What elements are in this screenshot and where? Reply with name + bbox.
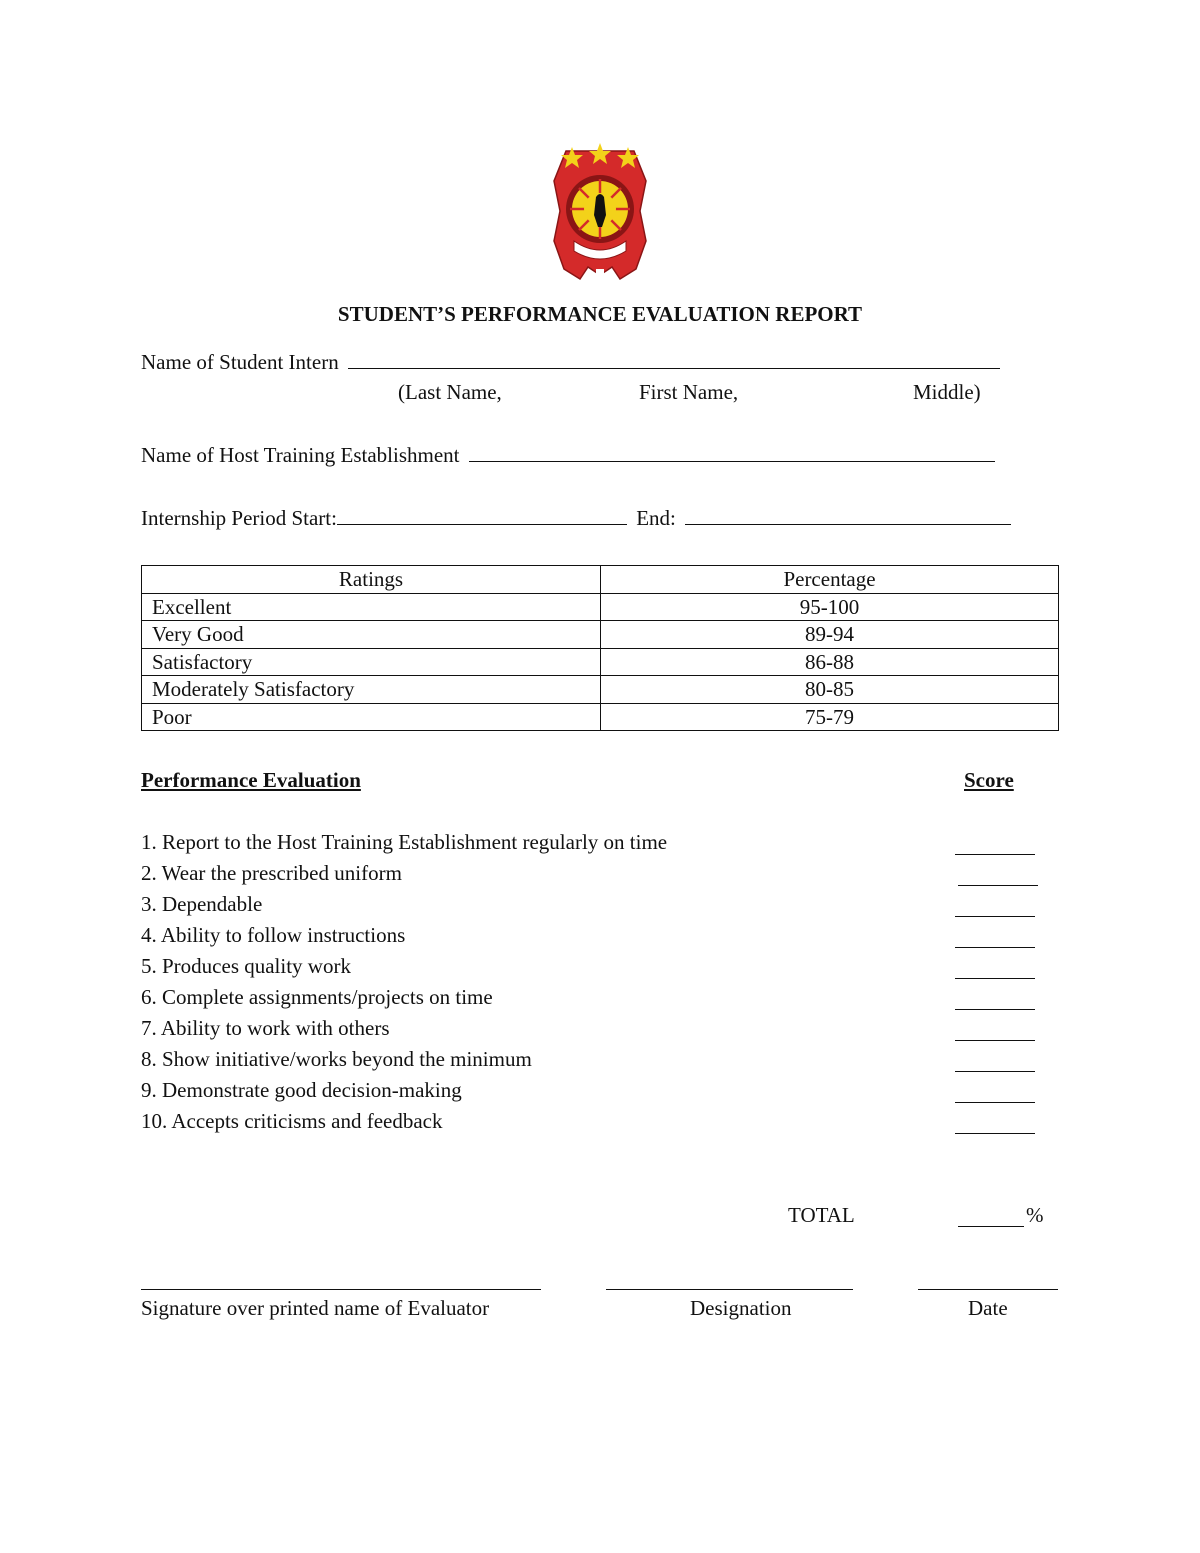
list-item: 6. Complete assignments/projects on time bbox=[141, 985, 493, 1009]
score-field[interactable] bbox=[955, 1009, 1035, 1010]
designation-line[interactable] bbox=[606, 1289, 853, 1290]
period-end-label: End: bbox=[636, 506, 676, 530]
total-percent-sign: % bbox=[1026, 1203, 1044, 1227]
rating-cell: Excellent bbox=[142, 593, 601, 621]
table-row bbox=[142, 703, 1059, 731]
header-ratings: Ratings bbox=[142, 566, 601, 594]
table-row bbox=[142, 593, 1059, 621]
percentage-cell: 89-94 bbox=[601, 621, 1059, 649]
percentage-cell: 80-85 bbox=[601, 676, 1059, 704]
total-field[interactable] bbox=[958, 1226, 1024, 1227]
score-field[interactable] bbox=[958, 885, 1038, 886]
table-header-row bbox=[142, 566, 1059, 594]
score-field[interactable] bbox=[955, 1040, 1035, 1041]
score-field[interactable] bbox=[955, 1133, 1035, 1134]
total-label: TOTAL bbox=[788, 1203, 855, 1227]
percentage-cell: 86-88 bbox=[601, 648, 1059, 676]
host-field[interactable] bbox=[469, 443, 995, 462]
list-item: 1. Report to the Host Training Establishment regularly on time bbox=[141, 830, 668, 854]
score-field[interactable] bbox=[955, 1102, 1035, 1103]
score-field[interactable] bbox=[955, 947, 1035, 948]
score-field[interactable] bbox=[955, 916, 1035, 917]
list-item: 9. Demonstrate good decision-making bbox=[141, 1078, 462, 1102]
list-item: 4. Ability to follow instructions bbox=[141, 923, 406, 947]
list-item: 7. Ability to work with others bbox=[141, 1016, 390, 1040]
designation-caption: Designation bbox=[690, 1296, 792, 1320]
percentage-cell: 95-100 bbox=[601, 593, 1059, 621]
score-field[interactable] bbox=[955, 1071, 1035, 1072]
score-field[interactable] bbox=[955, 978, 1035, 979]
list-item: 5. Produces quality work bbox=[141, 954, 351, 978]
host-row bbox=[141, 443, 995, 468]
period-start-field[interactable] bbox=[337, 506, 627, 525]
rating-cell: Satisfactory bbox=[142, 648, 601, 676]
score-heading: Score bbox=[964, 768, 1014, 792]
table-row bbox=[142, 621, 1059, 649]
ratings-table bbox=[141, 565, 1059, 731]
evaluation-heading: Performance Evaluation bbox=[141, 768, 361, 792]
host-label: Name of Host Training Establishment bbox=[141, 443, 460, 467]
percentage-cell: 75-79 bbox=[601, 703, 1059, 731]
table-row bbox=[142, 648, 1059, 676]
date-caption: Date bbox=[968, 1296, 1008, 1320]
period-end-field[interactable] bbox=[685, 506, 1011, 525]
date-line[interactable] bbox=[918, 1289, 1058, 1290]
page-title: STUDENT’S PERFORMANCE EVALUATION REPORT bbox=[337, 302, 863, 326]
first-name-caption: First Name, bbox=[639, 380, 739, 404]
last-name-caption: (Last Name, bbox=[398, 380, 502, 404]
rating-cell: Very Good bbox=[142, 621, 601, 649]
list-item: 8. Show initiative/works beyond the minimum bbox=[141, 1047, 532, 1071]
seal-logo bbox=[552, 141, 648, 281]
header-percentage: Percentage bbox=[601, 566, 1059, 594]
score-field[interactable] bbox=[955, 854, 1035, 855]
middle-name-caption: Middle) bbox=[913, 380, 981, 404]
rating-cell: Poor bbox=[142, 703, 601, 731]
period-row bbox=[141, 506, 1011, 531]
evaluator-caption: Signature over printed name of Evaluator bbox=[141, 1296, 490, 1320]
list-item: 2. Wear the prescribed uniform bbox=[141, 861, 402, 885]
student-name-field[interactable] bbox=[348, 350, 1000, 369]
list-item: 10. Accepts criticisms and feedback bbox=[141, 1109, 443, 1133]
student-name-row bbox=[141, 350, 1000, 375]
evaluator-signature-line[interactable] bbox=[141, 1289, 541, 1290]
period-start-label: Internship Period Start: bbox=[141, 506, 337, 530]
student-name-label: Name of Student Intern bbox=[141, 350, 339, 374]
list-item: 3. Dependable bbox=[141, 892, 263, 916]
rating-cell: Moderately Satisfactory bbox=[142, 676, 601, 704]
table-row bbox=[142, 676, 1059, 704]
